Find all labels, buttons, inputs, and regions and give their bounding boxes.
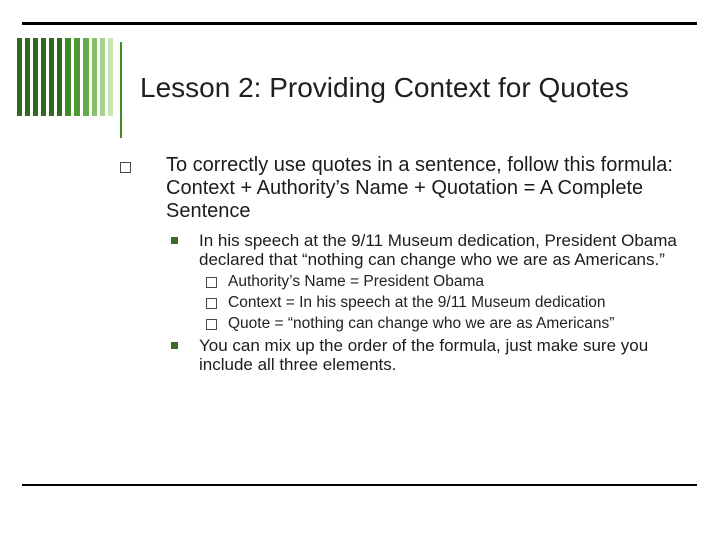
sub-bullet-list <box>118 272 698 334</box>
bullet-text: In his speech at the 9/11 Museum dedication, President Obama declared that “nothing can change who we are as Americans.” <box>199 231 677 269</box>
hollow-square-bullet-icon <box>206 277 217 288</box>
slide-content <box>118 154 698 374</box>
bullet-text: Quote = “nothing can change who we are as Americans” <box>228 315 615 332</box>
bullet-text: To correctly use quotes in a sentence, follow this formula: Context + Authority’s Name + Quotation = A Complete Sentence <box>166 154 673 222</box>
bullet-level3 <box>118 293 698 313</box>
slide-title: Lesson 2: Providing Context for Quotes <box>140 72 629 103</box>
bullet-text: Context = In his speech at the 9/11 Museum dedication <box>228 294 606 311</box>
bullet-level2 <box>118 231 698 269</box>
hollow-square-bullet-icon <box>206 319 217 330</box>
accent-vertical-line <box>120 42 122 138</box>
bullet-level2 <box>118 336 698 374</box>
hollow-square-bullet-icon <box>120 162 131 173</box>
hollow-square-bullet-icon <box>206 298 217 309</box>
bullet-level1 <box>118 154 698 223</box>
solid-square-bullet-icon <box>171 342 178 349</box>
bullet-text: You can mix up the order of the formula, just make sure you include all three elements. <box>199 336 649 374</box>
bullet-text: Authority’s Name = President Obama <box>228 273 485 290</box>
bullet-level3 <box>118 314 698 334</box>
top-rule <box>22 22 697 25</box>
solid-square-bullet-icon <box>171 237 178 244</box>
bottom-rule <box>22 484 697 486</box>
bullet-level3 <box>118 272 698 292</box>
